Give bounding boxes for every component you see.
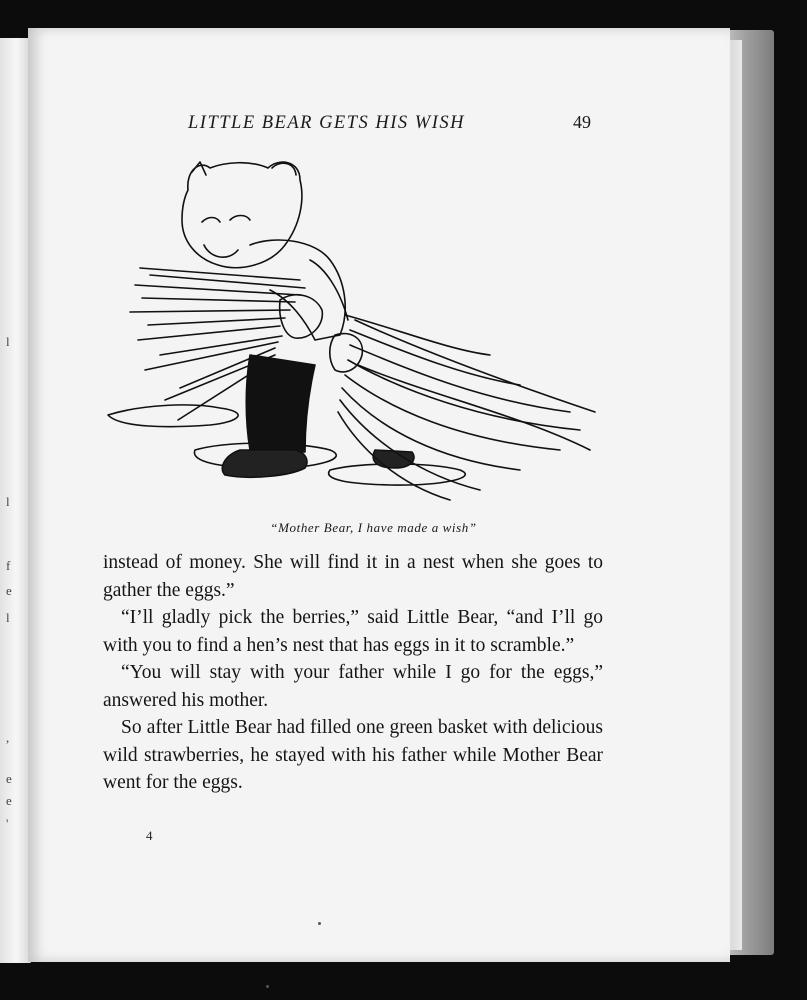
facing-page-letter: e: [6, 793, 12, 808]
paper-speck: [318, 922, 321, 925]
paragraph: instead of money. She will find it in a nest when she goes to gather the eggs.”: [103, 552, 603, 601]
body-text: [103, 549, 603, 797]
paper-speck: [266, 985, 269, 988]
facing-page-letter: l: [6, 494, 10, 509]
running-head: LITTLE BEAR GETS HIS WISH: [188, 113, 465, 133]
paragraph: So after Little Bear had filled one green basket with delicious wild strawberries, he stayed with his father while Mother Bear went for the eggs.: [103, 717, 603, 793]
little-bear-illustration: [100, 150, 600, 510]
facing-page-letter: l: [6, 610, 10, 625]
facing-page-letter: e: [6, 583, 12, 598]
facing-page-letter: l: [6, 334, 10, 349]
paragraph: “You will stay with your father while I go for the eggs,” answered his mother.: [103, 662, 603, 711]
page-number: 49: [573, 112, 591, 132]
facing-page-letter: ,: [6, 730, 10, 745]
paragraph: “I’ll gladly pick the berries,” said Little Bear, “and I’ll go with you to find a hen’s nest that has eggs in it to scramble.”: [103, 607, 603, 656]
facing-page-letter: ': [6, 816, 9, 831]
facing-page-edge: [0, 38, 31, 963]
illustration-caption: “Mother Bear, I have made a wish”: [270, 520, 477, 535]
facing-page-letter: f: [6, 558, 11, 573]
signature-mark: 4: [146, 828, 153, 843]
facing-page-letter: e: [6, 771, 12, 786]
